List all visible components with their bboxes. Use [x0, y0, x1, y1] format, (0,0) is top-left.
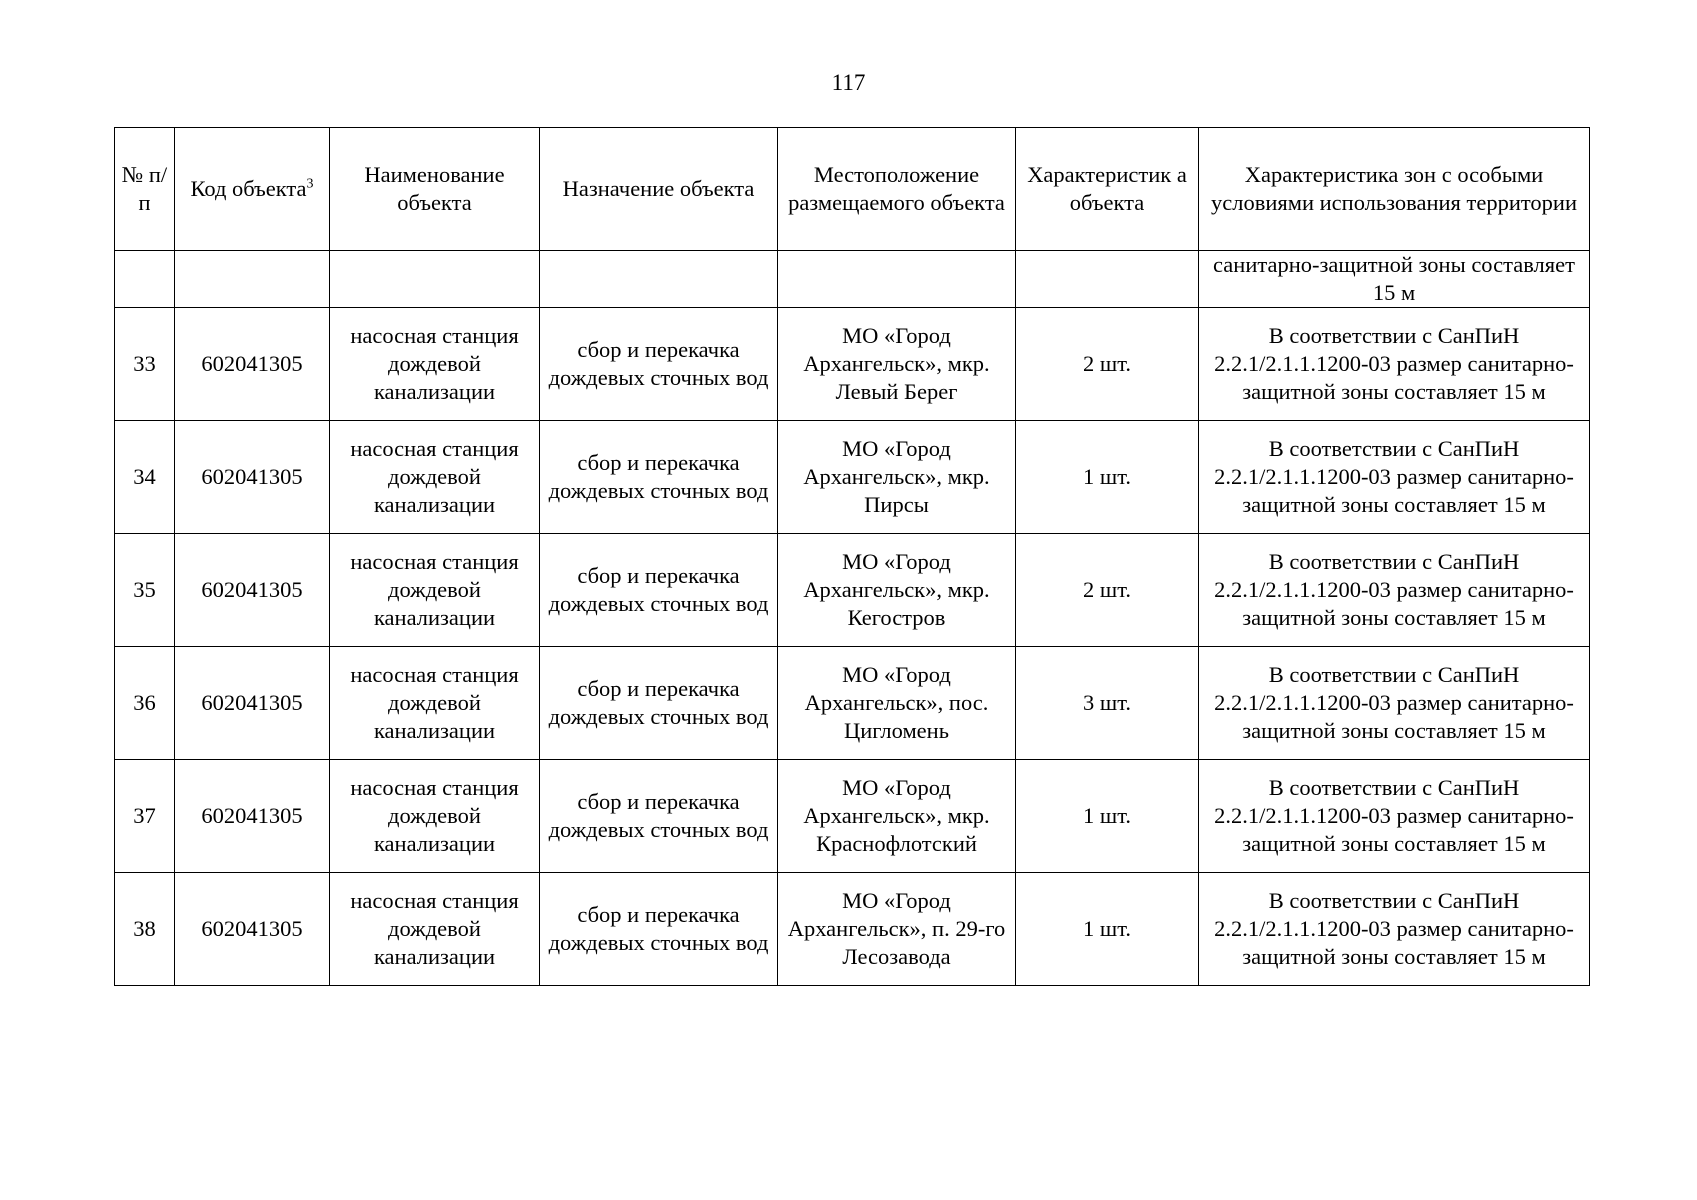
cell-code: 602041305: [175, 421, 330, 534]
cell-empty: [1016, 251, 1199, 308]
cell-zones: В соответствии с СанПиН 2.2.1/2.1.1.1200-03 размер санитарно-защитной зоны составляет 15 м: [1199, 873, 1590, 986]
cell-characteristic: 2 шт.: [1016, 308, 1199, 421]
page-number: 117: [831, 70, 866, 95]
footnote-marker: 3: [306, 176, 314, 192]
cell-number: 36: [115, 647, 175, 760]
cell-empty: [778, 251, 1016, 308]
cell-number: 38: [115, 873, 175, 986]
cell-zones: В соответствии с СанПиН 2.2.1/2.1.1.1200-03 размер санитарно-защитной зоны составляет 15 м: [1199, 308, 1590, 421]
cell-code: 602041305: [175, 760, 330, 873]
header-characteristic: Характеристик а объекта: [1016, 128, 1199, 251]
cell-location: МО «Город Архангельск», п. 29-го Лесозавода: [778, 873, 1016, 986]
table-row: [115, 760, 1590, 873]
table-row: [115, 873, 1590, 986]
cell-number: 35: [115, 534, 175, 647]
header-number: № п/п: [115, 128, 175, 251]
cell-number: 34: [115, 421, 175, 534]
objects-table: [114, 127, 1590, 986]
table-row: [115, 308, 1590, 421]
cell-name: насосная станция дождевой канализации: [330, 421, 540, 534]
cell-location: МО «Город Архангельск», мкр. Краснофлотский: [778, 760, 1016, 873]
table-header-row: [115, 128, 1590, 251]
cell-zones: санитарно-защитной зоны составляет 15 м: [1199, 251, 1590, 308]
cell-location: МО «Город Архангельск», мкр. Левый Берег: [778, 308, 1016, 421]
cell-empty: [330, 251, 540, 308]
cell-purpose: сбор и перекачка дождевых сточных вод: [540, 873, 778, 986]
cell-characteristic: 1 шт.: [1016, 760, 1199, 873]
cell-code: 602041305: [175, 647, 330, 760]
cell-empty: [115, 251, 175, 308]
cell-characteristic: 2 шт.: [1016, 534, 1199, 647]
cell-empty: [540, 251, 778, 308]
cell-zones: В соответствии с СанПиН 2.2.1/2.1.1.1200-03 размер санитарно-защитной зоны составляет 15 м: [1199, 534, 1590, 647]
header-name: Наименование объекта: [330, 128, 540, 251]
cell-code: 602041305: [175, 534, 330, 647]
cell-location: МО «Город Архангельск», пос. Цигломень: [778, 647, 1016, 760]
header-code-label: Код объекта: [190, 176, 307, 201]
cell-location: МО «Город Архангельск», мкр. Пирсы: [778, 421, 1016, 534]
cell-name: насосная станция дождевой канализации: [330, 873, 540, 986]
cell-zones: В соответствии с СанПиН 2.2.1/2.1.1.1200-03 размер санитарно-защитной зоны составляет 15 м: [1199, 421, 1590, 534]
cell-characteristic: 1 шт.: [1016, 421, 1199, 534]
cell-purpose: сбор и перекачка дождевых сточных вод: [540, 534, 778, 647]
header-purpose: Назначение объекта: [540, 128, 778, 251]
cell-name: насосная станция дождевой канализации: [330, 760, 540, 873]
cell-purpose: сбор и перекачка дождевых сточных вод: [540, 760, 778, 873]
cell-name: насосная станция дождевой канализации: [330, 534, 540, 647]
cell-location: МО «Город Архангельск», мкр. Кегостров: [778, 534, 1016, 647]
cell-name: насосная станция дождевой канализации: [330, 308, 540, 421]
header-code: [175, 128, 330, 251]
cell-zones: В соответствии с СанПиН 2.2.1/2.1.1.1200-03 размер санитарно-защитной зоны составляет 15 м: [1199, 647, 1590, 760]
cell-purpose: сбор и перекачка дождевых сточных вод: [540, 308, 778, 421]
cell-name: насосная станция дождевой канализации: [330, 647, 540, 760]
table-row: [115, 421, 1590, 534]
cell-purpose: сбор и перекачка дождевых сточных вод: [540, 421, 778, 534]
cell-characteristic: 1 шт.: [1016, 873, 1199, 986]
cell-empty: [175, 251, 330, 308]
header-location: Местоположение размещаемого объекта: [778, 128, 1016, 251]
table-row: [115, 647, 1590, 760]
cell-purpose: сбор и перекачка дождевых сточных вод: [540, 647, 778, 760]
cell-number: 33: [115, 308, 175, 421]
cell-zones: В соответствии с СанПиН 2.2.1/2.1.1.1200-03 размер санитарно-защитной зоны составляет 15 м: [1199, 760, 1590, 873]
table-row: [115, 534, 1590, 647]
header-zones: Характеристика зон с особыми условиями использования территории: [1199, 128, 1590, 251]
cell-characteristic: 3 шт.: [1016, 647, 1199, 760]
cell-code: 602041305: [175, 308, 330, 421]
cell-number: 37: [115, 760, 175, 873]
cell-code: 602041305: [175, 873, 330, 986]
continuation-row: [115, 251, 1590, 308]
